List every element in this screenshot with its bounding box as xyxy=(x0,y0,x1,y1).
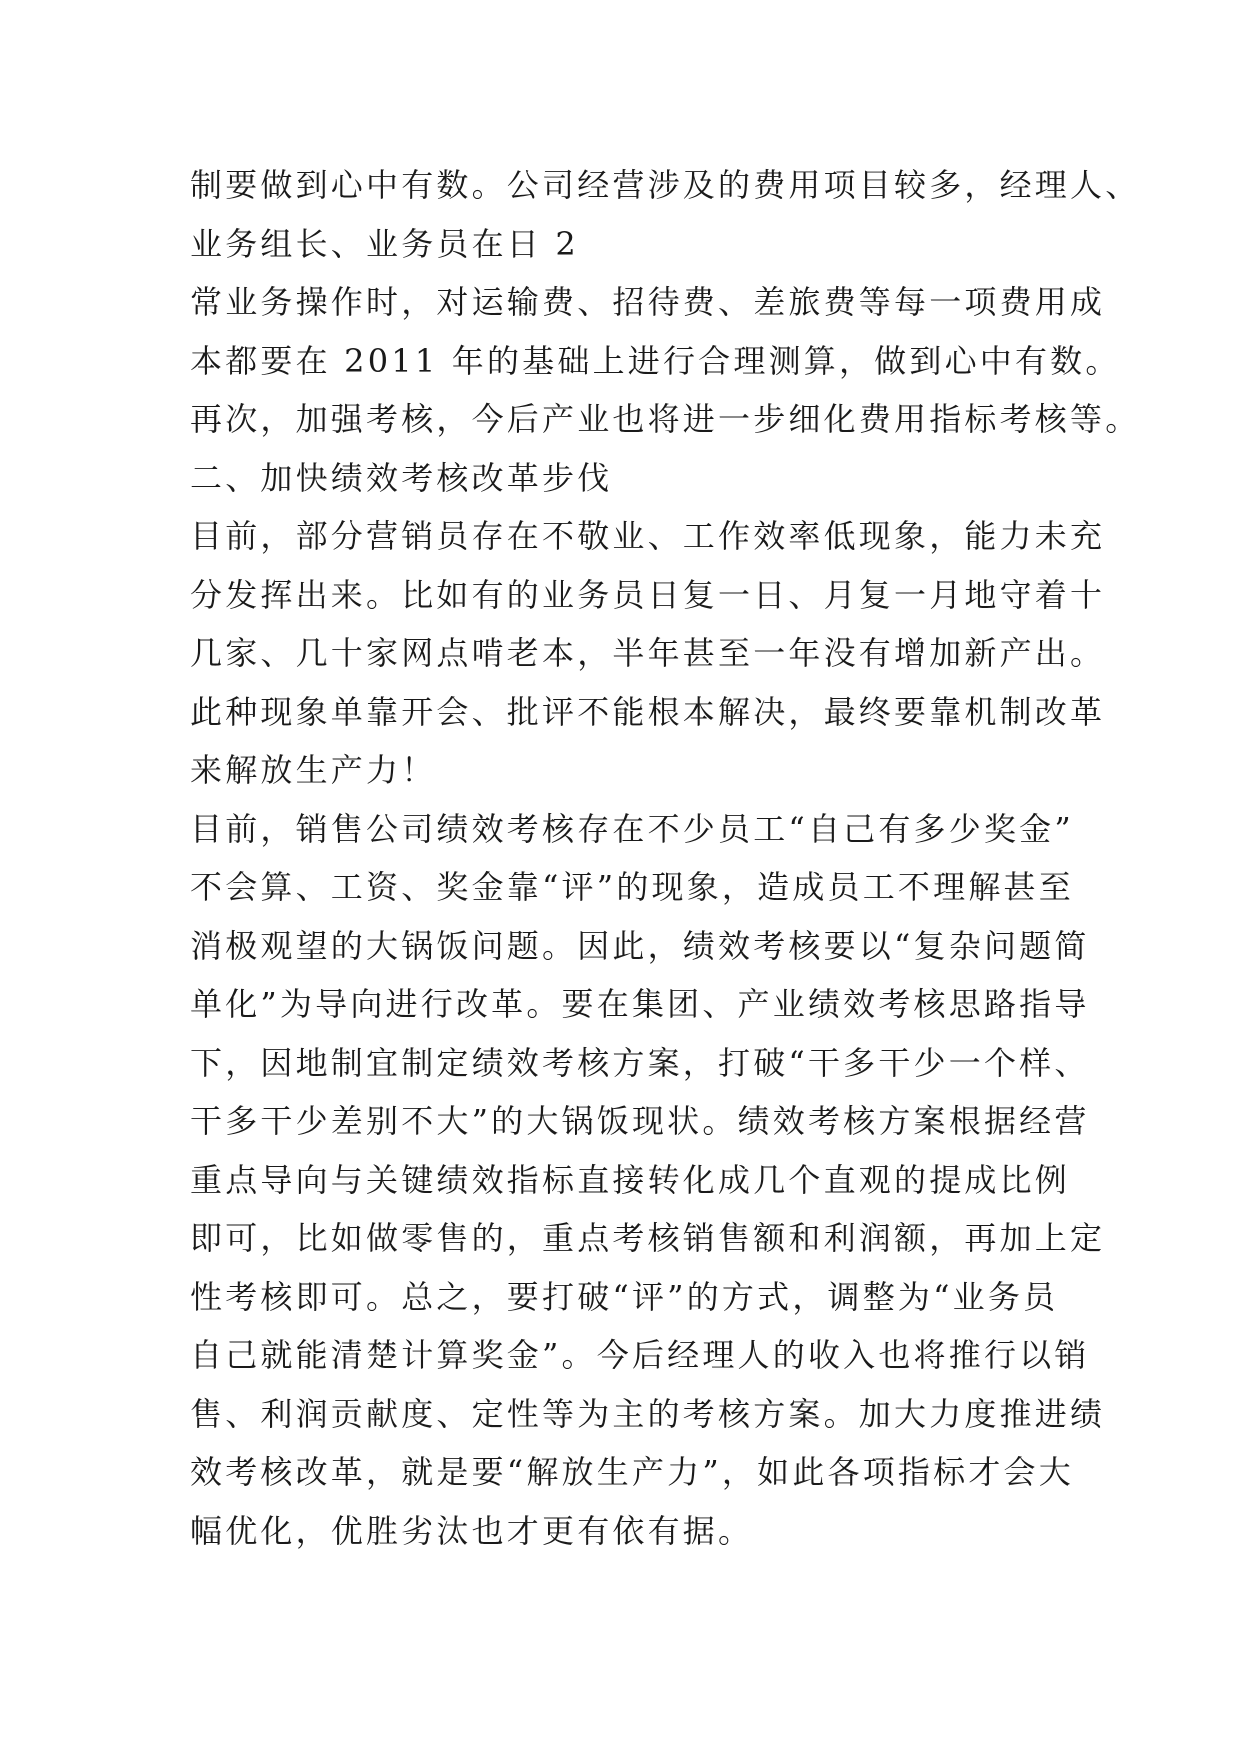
text-line: 本都要在 2011 年的基础上进行合理测算，做到心中有数。 xyxy=(190,341,1121,380)
text-line: 业务组长、业务员在日 2 xyxy=(190,224,579,263)
text-line: 自己就能清楚计算奖金”。今后经理人的收入也将推行以销 xyxy=(190,1336,1090,1374)
text-line: 几家、几十家网点啃老本，半年甚至一年没有增加新产出。 xyxy=(190,634,1106,672)
text-line: 不会算、工资、奖金靠“评”的现象，造成员工不理解甚至 xyxy=(190,868,1074,906)
text-line: 效考核改革，就是要“解放生产力”，如此各项指标才会大 xyxy=(190,1453,1074,1491)
text-line: 性考核即可。总之，要打破“评”的方式，调整为“业务员 xyxy=(190,1277,1059,1316)
text-line: 目前，销售公司绩效考核存在不少员工“自己有多少奖金” xyxy=(190,809,1074,848)
section-heading: 二、加快绩效考核改革步伐 xyxy=(190,458,613,497)
text-line: 此种现象单靠开会、批评不能根本解决，最终要靠机制改革 xyxy=(190,692,1106,731)
text-line: 常业务操作时，对运输费、招待费、差旅费等每一项费用成 xyxy=(190,283,1106,321)
text-line: 再次，加强考核，今后产业也将进一步细化费用指标考核等。 xyxy=(190,400,1141,438)
text-line: 幅优化，优胜劣汰也才更有依有据。 xyxy=(190,1511,754,1550)
text-line: 单化”为导向进行改革。要在集团、产业绩效考核思路指导 xyxy=(190,985,1090,1023)
text-line: 售、利润贡献度、定性等为主的考核方案。加大力度推进绩 xyxy=(190,1394,1106,1433)
text-line: 来解放生产力！ xyxy=(190,751,437,789)
text-line: 目前，部分营销员存在不敬业、工作效率低现象，能力未充 xyxy=(190,517,1106,555)
text-line: 分发挥出来。比如有的业务员日复一日、月复一月地守着十 xyxy=(190,575,1106,614)
text-line: 下，因地制宜制定绩效考核方案，打破“干多干少一个样、 xyxy=(190,1043,1090,1082)
text-line: 干多干少差别不大”的大锅饭现状。绩效考核方案根据经营 xyxy=(190,1102,1090,1140)
document-body xyxy=(190,156,1141,1560)
text-line: 消极观望的大锅饭问题。因此，绩效考核要以“复杂问题简 xyxy=(190,926,1090,965)
text-line: 制要做到心中有数。公司经营涉及的费用项目较多，经理人、 xyxy=(190,166,1141,204)
text-line: 重点导向与关键绩效指标直接转化成几个直观的提成比例 xyxy=(190,1160,1071,1199)
text-line: 即可，比如做零售的，重点考核销售额和利润额，再加上定 xyxy=(190,1219,1106,1257)
